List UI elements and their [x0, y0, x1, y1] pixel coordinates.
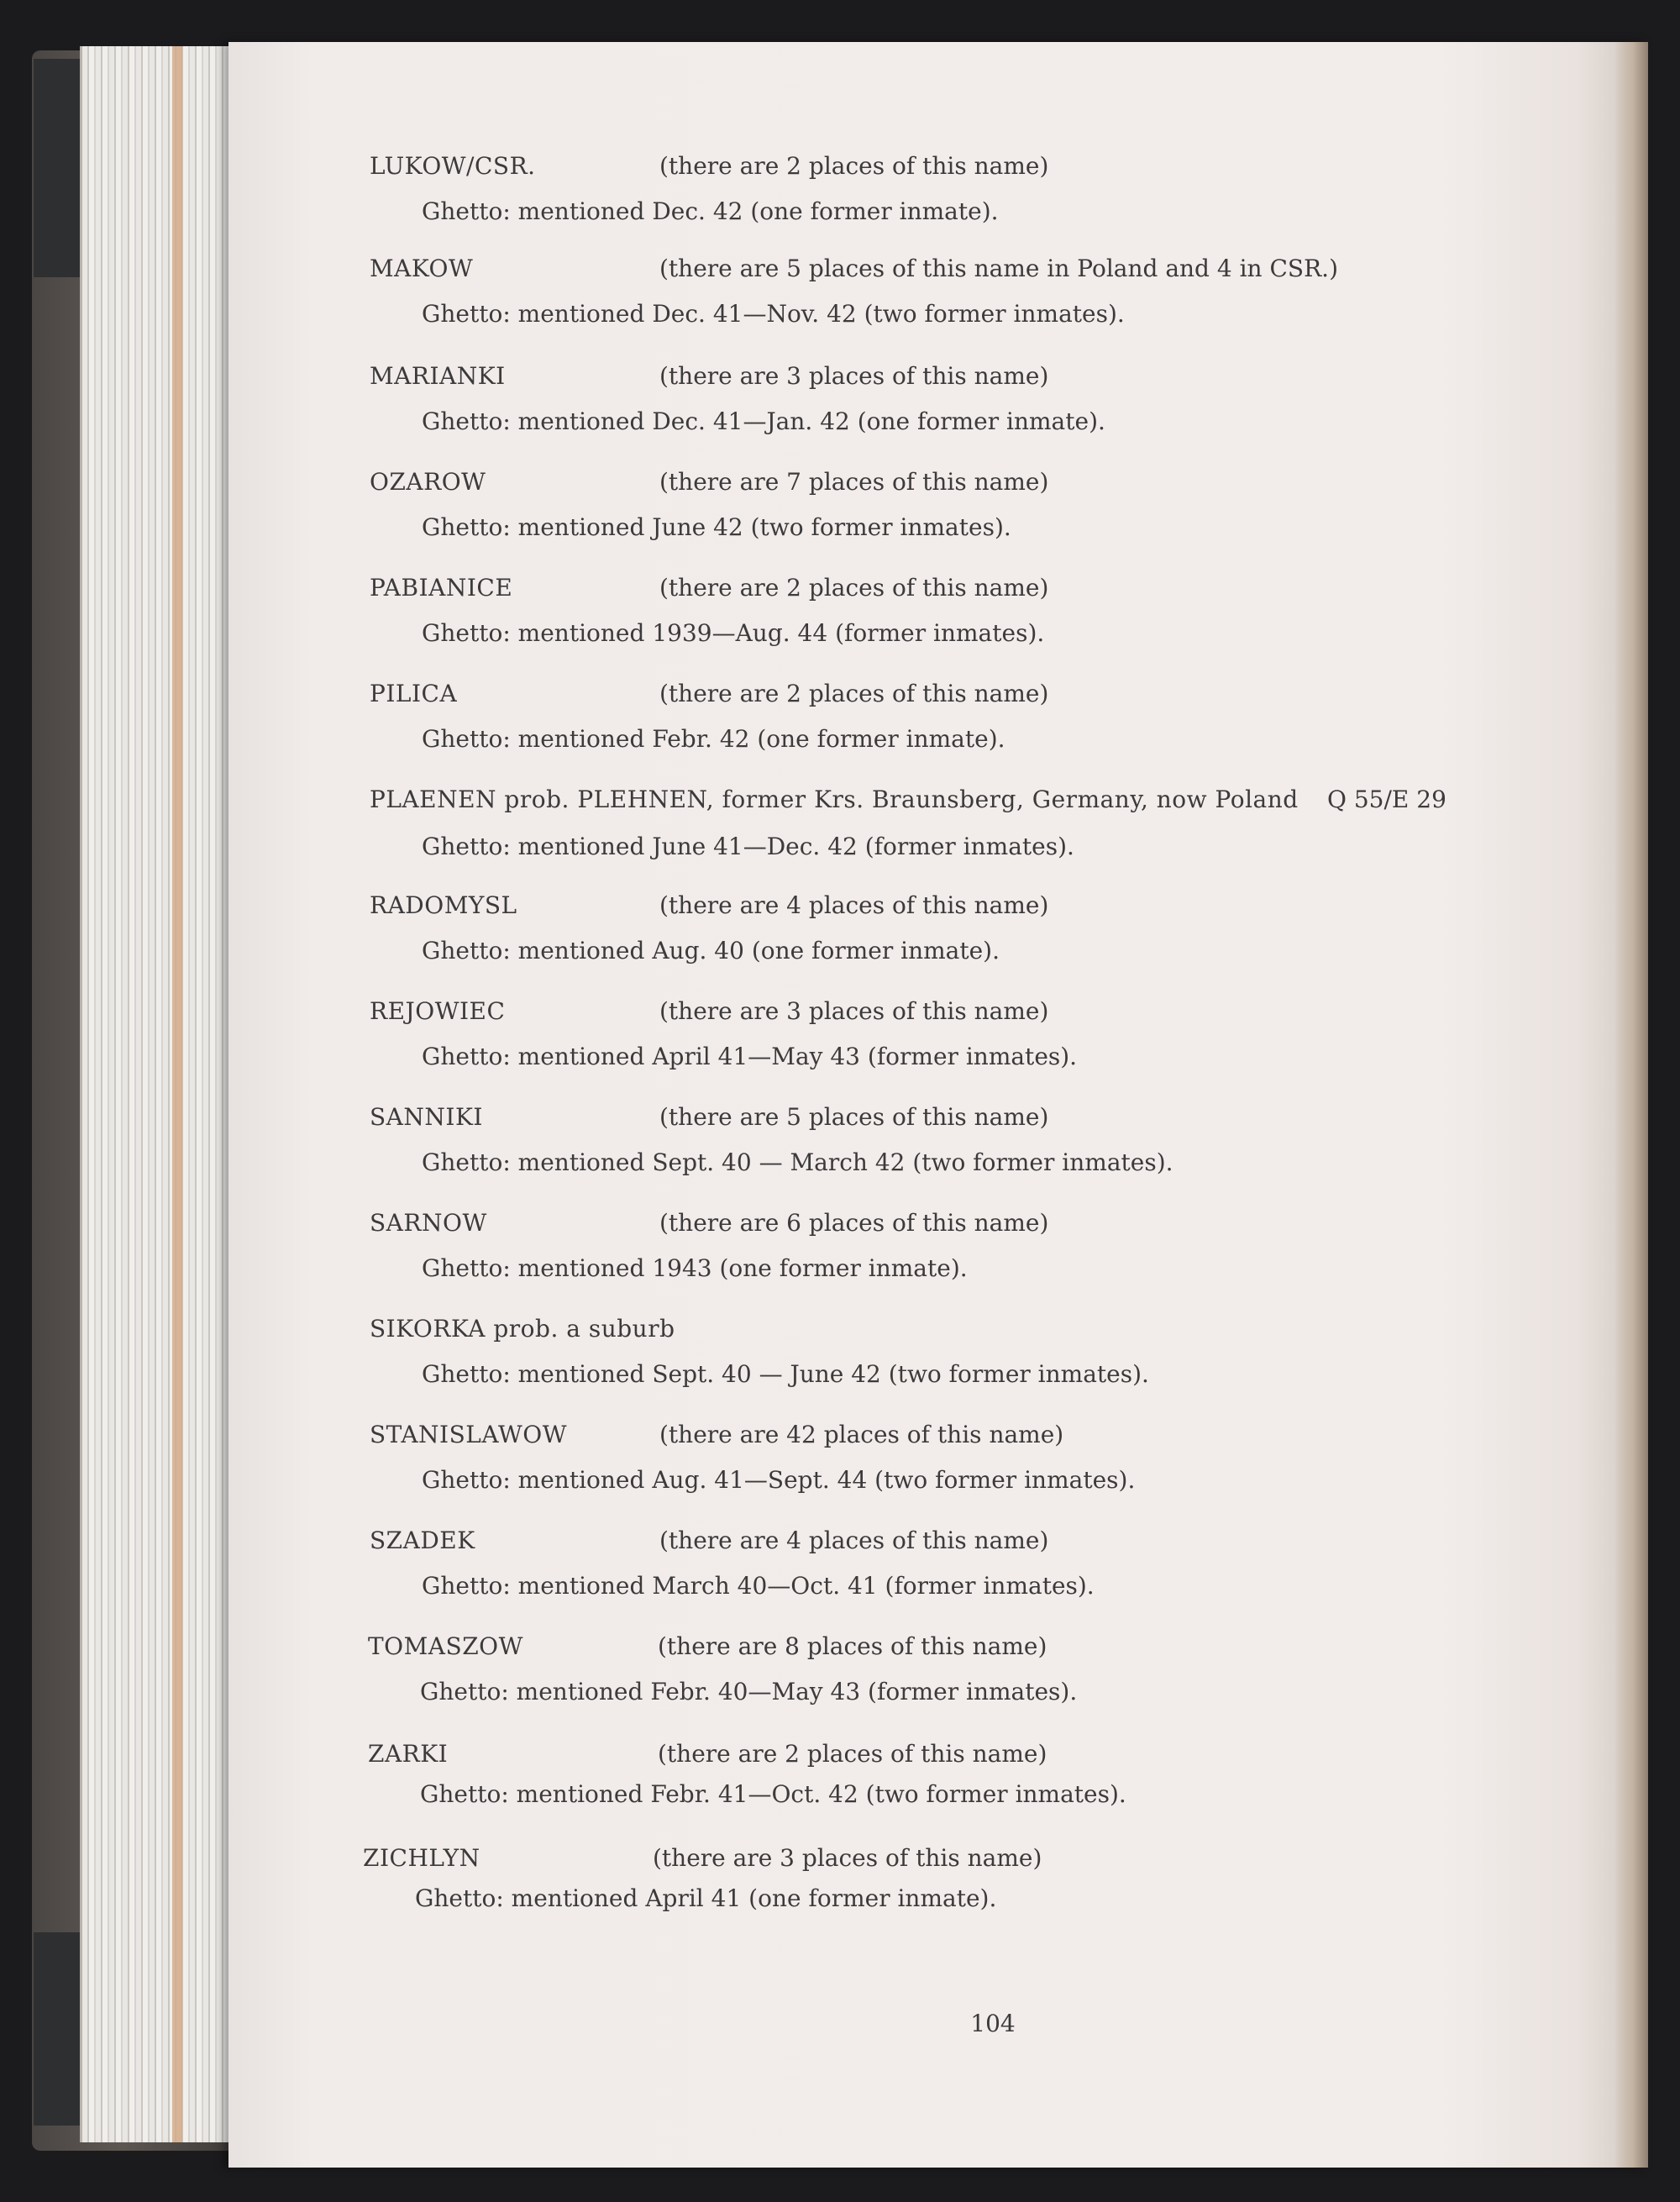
place-note: (there are 2 places of this name): [659, 680, 1049, 707]
ghetto-line: Ghetto: mentioned April 41 (one former inmate).: [415, 1884, 997, 1912]
ghetto-line: Ghetto: mentioned June 42 (two former inmates).: [422, 513, 1011, 541]
place-note: (there are 2 places of this name): [659, 152, 1049, 180]
ghetto-line: Ghetto: mentioned June 41—Dec. 42 (former inmates).: [422, 833, 1074, 860]
place-name: TOMASZOW: [368, 1632, 523, 1660]
place-name: REJOWIEC: [370, 997, 506, 1025]
place-name: ZARKI: [368, 1740, 449, 1768]
place-note: (there are 4 places of this name): [659, 891, 1049, 919]
ghetto-line: Ghetto: mentioned April 41—May 43 (former inmates).: [422, 1043, 1078, 1070]
place-note: (there are 8 places of this name): [658, 1632, 1047, 1660]
place-name: MARIANKI: [370, 362, 506, 390]
ghetto-line: Ghetto: mentioned Dec. 41—Nov. 42 (two former inmates).: [422, 300, 1125, 328]
page-stack-tint: [172, 46, 182, 2142]
map-reference: Q 55/E 29: [1327, 786, 1446, 813]
page-number: 104: [970, 2010, 1016, 2037]
place-note: (there are 42 places of this name): [659, 1421, 1064, 1448]
place-name: SARNOW: [370, 1209, 487, 1237]
ghetto-line: Ghetto: mentioned Aug. 40 (one former inmate).: [422, 937, 1000, 964]
place-note: (there are 5 places of this name): [659, 1103, 1049, 1131]
place-name: SIKORKA prob. a suburb: [370, 1315, 675, 1343]
place-name: ZICHLYN: [363, 1844, 480, 1872]
ghetto-line: Ghetto: mentioned 1943 (one former inmate).: [422, 1254, 968, 1282]
place-note: (there are 4 places of this name): [659, 1527, 1049, 1554]
place-name: LUKOW/CSR.: [370, 152, 536, 180]
place-note: (there are 2 places of this name): [658, 1740, 1047, 1768]
ghetto-line: Ghetto: mentioned Febr. 40—May 43 (former inmates).: [420, 1678, 1078, 1705]
place-note: (there are 2 places of this name): [659, 574, 1049, 602]
place-name: SANNIKI: [370, 1103, 483, 1131]
place-name: OZAROW: [370, 468, 486, 496]
place-note: (there are 7 places of this name): [659, 468, 1049, 496]
ghetto-line: Ghetto: mentioned Sept. 40 — March 42 (two former inmates).: [422, 1148, 1173, 1176]
place-name: PABIANICE: [370, 574, 513, 602]
ghetto-line: Ghetto: mentioned Febr. 42 (one former inmate).: [422, 725, 1005, 753]
page-gutter-shadow: [1614, 42, 1648, 2168]
place-note: (there are 3 places of this name): [659, 997, 1049, 1025]
cover-corner-top: [34, 59, 84, 277]
place-note: (there are 6 places of this name): [659, 1209, 1049, 1237]
place-name: PILICA: [370, 680, 458, 707]
place-name: PLAENEN prob. PLEHNEN, former Krs. Braunsberg, Germany, now Poland: [370, 786, 1299, 813]
ghetto-line: Ghetto: mentioned Aug. 41—Sept. 44 (two former inmates).: [422, 1466, 1136, 1494]
ghetto-line: Ghetto: mentioned Febr. 41—Oct. 42 (two former inmates).: [420, 1780, 1126, 1808]
place-name: SZADEK: [370, 1527, 475, 1554]
cover-corner-bottom: [34, 1932, 84, 2126]
place-note: (there are 3 places of this name): [659, 362, 1049, 390]
place-name: STANISLAWOW: [370, 1421, 567, 1448]
ghetto-line: Ghetto: mentioned Sept. 40 — June 42 (two former inmates).: [422, 1360, 1149, 1388]
ghetto-line: Ghetto: mentioned 1939—Aug. 44 (former inmates).: [422, 619, 1045, 647]
place-note: (there are 3 places of this name): [653, 1844, 1042, 1872]
ghetto-line: Ghetto: mentioned Dec. 41—Jan. 42 (one former inmate).: [422, 407, 1105, 435]
place-note: (there are 5 places of this name in Poland and 4 in CSR.): [659, 255, 1338, 282]
book-page: [228, 42, 1648, 2168]
place-name: RADOMYSL: [370, 891, 517, 919]
ghetto-line: Ghetto: mentioned March 40—Oct. 41 (former inmates).: [422, 1572, 1095, 1600]
place-name: MAKOW: [370, 255, 474, 282]
ghetto-line: Ghetto: mentioned Dec. 42 (one former inmate).: [422, 197, 999, 225]
